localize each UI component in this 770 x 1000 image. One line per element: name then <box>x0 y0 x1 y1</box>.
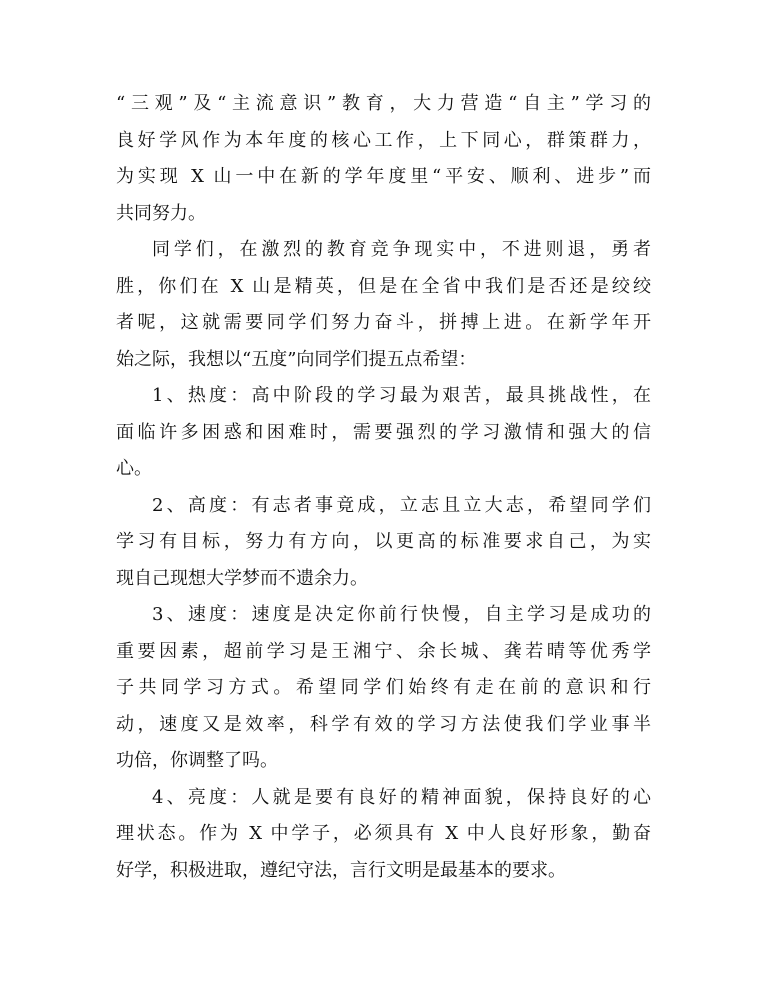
text-line: 理状态。作为 X 中学子，必须具有 X 中人良好形象，勤奋 <box>116 823 651 844</box>
paragraph-start-line: 4、亮度：人就是要有良好的精神面貌，保持良好的心 <box>152 786 651 808</box>
text-line: 胜，你们在 X 山是精英，但是在全省中我们是否还是绞绞 <box>116 275 651 297</box>
text-line: “三观”及“主流意识”教育，大力营造“自主”学习的 <box>116 93 651 114</box>
paragraph-start-line: 2、高度：有志者事竟成，立志且立大志，希望同学们 <box>152 494 651 516</box>
text-line: 面临许多困惑和困难时，需要强烈的学习激情和强大的信 <box>116 421 651 443</box>
paragraph-start-line: 同学们，在激烈的教育竞争现实中，不进则退，勇者 <box>152 239 651 260</box>
text-line: 始之际，我想以“五度”向同学们提五点希望： <box>116 348 477 370</box>
text-line: 共同努力。 <box>116 202 206 224</box>
text-line: 良好学风作为本年度的核心工作，上下同心，群策群力， <box>116 129 651 151</box>
text-line: 动，速度又是效率，科学有效的学习方法使我们学业事半 <box>116 713 651 735</box>
text-line: 现自己现想大学梦而不遗余力。 <box>116 567 368 589</box>
body-text <box>116 86 651 889</box>
text-line: 子共同学习方式。希望同学们始终有走在前的意识和行 <box>116 677 651 698</box>
paragraph-start-line: 1、热度：高中阶段的学习最为艰苦，最具挑战性，在 <box>152 385 651 406</box>
text-line: 功倍，你调整了吗。 <box>116 750 278 771</box>
text-line: 学习有目标，努力有方向，以更高的标准要求自己，为实 <box>116 531 651 552</box>
text-line: 好学，积极进取，遵纪守法，言行文明是最基本的要求。 <box>116 859 566 881</box>
text-line: 心。 <box>116 458 152 479</box>
text-line: 重要因素，超前学习是王湘宁、余长城、龚若晴等优秀学 <box>116 640 651 662</box>
paragraph-start-line: 3、速度：速度是决定你前行快慢，自主学习是成功的 <box>152 604 651 625</box>
text-line: 为实现 X 山一中在新的学年度里“平安、顺利、进步”而 <box>116 166 651 187</box>
text-line: 者呢，这就需要同学们努力奋斗，拼搏上进。在新学年开 <box>116 312 651 333</box>
